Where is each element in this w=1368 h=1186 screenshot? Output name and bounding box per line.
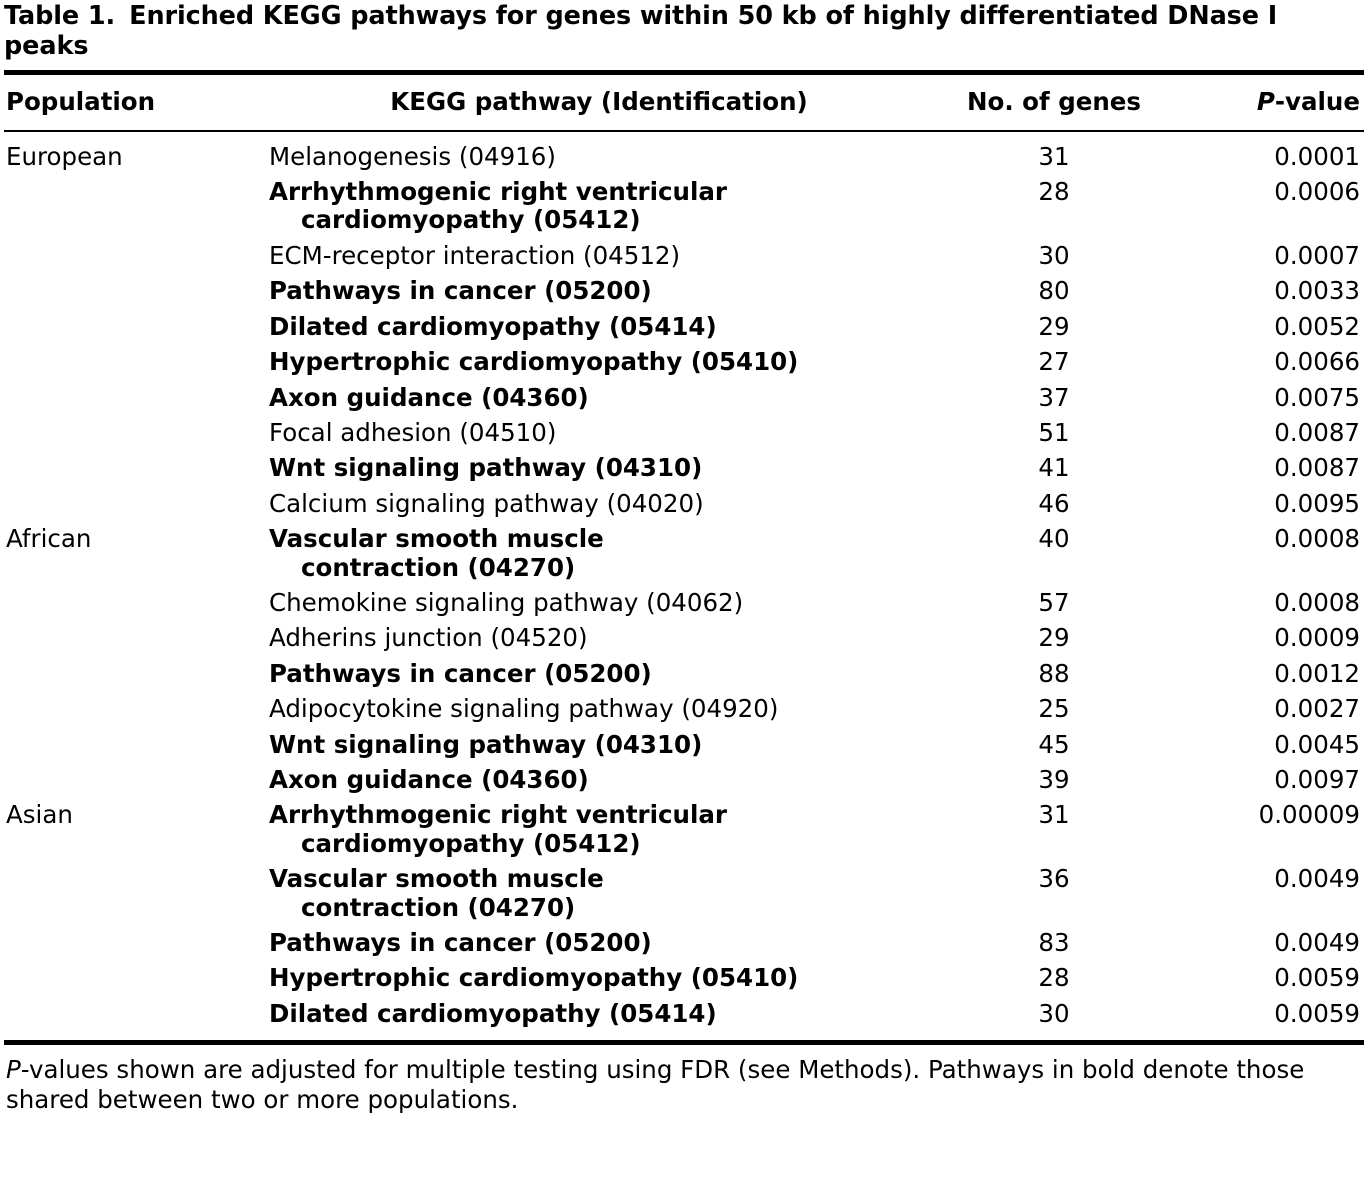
cell-population bbox=[4, 691, 259, 726]
cell-population: Asian bbox=[6, 800, 73, 830]
cell-pathway bbox=[259, 960, 939, 995]
cell-pvalue: 0.0059 bbox=[1274, 998, 1360, 1028]
cell-pathway bbox=[259, 762, 939, 797]
cell-pathway bbox=[259, 585, 939, 620]
cell-pathway bbox=[259, 450, 939, 485]
table-row bbox=[4, 380, 1364, 415]
table-row bbox=[4, 344, 1364, 379]
kegg-pathway-body-table bbox=[4, 132, 1364, 1041]
cell-gene-count: 57 bbox=[1038, 587, 1070, 617]
pathway-line-1: Hypertrophic cardiomyopathy (05410) bbox=[269, 963, 799, 993]
table-row bbox=[4, 132, 1364, 174]
cell-pathway bbox=[259, 273, 939, 308]
pvalue-suffix: -value bbox=[1274, 86, 1360, 116]
cell-pvalue: 0.0045 bbox=[1274, 729, 1360, 759]
pathway-line-1: Adipocytokine signaling pathway (04920) bbox=[269, 694, 779, 724]
pathway-line-2: cardiomyopathy (05412) bbox=[301, 205, 641, 235]
pathway-line-2: contraction (04270) bbox=[301, 892, 576, 922]
cell-pvalue: 0.0095 bbox=[1274, 488, 1360, 518]
cell-gene-count: 25 bbox=[1038, 694, 1070, 724]
pathway-line-2: contraction (04270) bbox=[301, 552, 576, 582]
cell-population bbox=[4, 656, 259, 691]
header-row bbox=[4, 75, 1364, 130]
pathway-line-1: Calcium signaling pathway (04020) bbox=[269, 488, 704, 518]
cell-gene-count: 40 bbox=[1038, 524, 1070, 554]
pathway-line-1: Focal adhesion (04510) bbox=[269, 417, 557, 447]
table-row bbox=[4, 174, 1364, 238]
cell-gene-count: 31 bbox=[1038, 800, 1070, 830]
cell-gene-count: 45 bbox=[1038, 729, 1070, 759]
pathway-line-1: Dilated cardiomyopathy (05414) bbox=[269, 311, 717, 341]
cell-gene-count: 30 bbox=[1038, 240, 1070, 270]
pathway-line-1: Axon guidance (04360) bbox=[269, 382, 589, 412]
cell-pathway bbox=[259, 380, 939, 415]
cell-pvalue: 0.0012 bbox=[1274, 658, 1360, 688]
pathway-line-1: Pathways in cancer (05200) bbox=[269, 658, 652, 688]
cell-population bbox=[4, 585, 259, 620]
pathway-line-1: Dilated cardiomyopathy (05414) bbox=[269, 998, 717, 1028]
cell-pvalue: 0.0027 bbox=[1274, 694, 1360, 724]
cell-pathway bbox=[259, 174, 939, 238]
cell-population bbox=[4, 620, 259, 655]
cell-pvalue: 0.0008 bbox=[1274, 587, 1360, 617]
cell-pvalue: 0.0001 bbox=[1274, 141, 1360, 171]
cell-gene-count: 31 bbox=[1038, 141, 1070, 171]
cell-pvalue: 0.00009 bbox=[1258, 800, 1360, 830]
cell-population bbox=[4, 273, 259, 308]
cell-pvalue: 0.0097 bbox=[1274, 764, 1360, 794]
pathway-line-1: Arrhythmogenic right ventricular bbox=[269, 177, 727, 207]
pathway-line-1: Arrhythmogenic right ventricular bbox=[269, 800, 727, 830]
cell-pathway bbox=[259, 486, 939, 521]
cell-gene-count: 36 bbox=[1038, 864, 1070, 894]
table-row bbox=[4, 925, 1364, 960]
pathway-line-1: Wnt signaling pathway (04310) bbox=[269, 729, 703, 759]
cell-gene-count: 28 bbox=[1038, 963, 1070, 993]
table-row bbox=[4, 691, 1364, 726]
cell-pathway bbox=[259, 132, 939, 174]
column-header-pathway: KEGG pathway (Identification) bbox=[390, 86, 808, 116]
table-head bbox=[4, 75, 1364, 130]
pathway-line-1: Axon guidance (04360) bbox=[269, 764, 589, 794]
table-row bbox=[4, 415, 1364, 450]
cell-pvalue: 0.0087 bbox=[1274, 453, 1360, 483]
cell-pathway bbox=[259, 861, 939, 925]
cell-pvalue: 0.0008 bbox=[1274, 524, 1360, 554]
cell-population: European bbox=[6, 141, 123, 171]
table-row bbox=[4, 861, 1364, 925]
cell-pvalue: 0.0087 bbox=[1274, 417, 1360, 447]
column-header-gene-count: No. of genes bbox=[967, 86, 1141, 116]
cell-pvalue: 0.0006 bbox=[1274, 177, 1360, 207]
cell-pvalue: 0.0009 bbox=[1274, 623, 1360, 653]
cell-pvalue: 0.0049 bbox=[1274, 864, 1360, 894]
cell-population bbox=[4, 344, 259, 379]
table-row bbox=[4, 727, 1364, 762]
table-footnote bbox=[4, 1045, 1364, 1114]
table-row bbox=[4, 620, 1364, 655]
cell-population bbox=[4, 380, 259, 415]
pathway-line-1: Melanogenesis (04916) bbox=[269, 141, 556, 171]
cell-population bbox=[4, 727, 259, 762]
cell-population bbox=[4, 486, 259, 521]
cell-pathway bbox=[259, 691, 939, 726]
table-row bbox=[4, 996, 1364, 1040]
cell-population: African bbox=[6, 524, 92, 554]
cell-gene-count: 51 bbox=[1038, 417, 1070, 447]
cell-pathway bbox=[259, 309, 939, 344]
cell-pathway bbox=[259, 925, 939, 960]
table-row bbox=[4, 238, 1364, 273]
cell-population bbox=[4, 238, 259, 273]
cell-population bbox=[4, 450, 259, 485]
column-header-pvalue bbox=[1169, 75, 1364, 130]
table-row bbox=[4, 797, 1364, 861]
cell-pvalue: 0.0033 bbox=[1274, 276, 1360, 306]
pathway-line-1: ECM-receptor interaction (04512) bbox=[269, 240, 681, 270]
cell-pvalue: 0.0007 bbox=[1274, 240, 1360, 270]
cell-pathway bbox=[259, 620, 939, 655]
cell-pvalue: 0.0049 bbox=[1274, 928, 1360, 957]
kegg-pathway-table bbox=[4, 75, 1364, 130]
cell-pvalue: 0.0052 bbox=[1274, 311, 1360, 341]
cell-gene-count: 37 bbox=[1038, 382, 1070, 412]
cell-gene-count: 29 bbox=[1038, 623, 1070, 653]
cell-pvalue: 0.0059 bbox=[1274, 963, 1360, 993]
cell-gene-count: 88 bbox=[1038, 658, 1070, 688]
column-header-population: Population bbox=[6, 86, 156, 116]
cell-population bbox=[4, 309, 259, 344]
pathway-line-1: Vascular smooth muscle bbox=[269, 524, 604, 554]
cell-gene-count: 46 bbox=[1038, 488, 1070, 518]
table-row bbox=[4, 486, 1364, 521]
pvalue-italic-p: P bbox=[1256, 86, 1275, 116]
cell-pathway bbox=[259, 727, 939, 762]
cell-pathway bbox=[259, 415, 939, 450]
cell-pvalue: 0.0075 bbox=[1274, 382, 1360, 412]
table-row bbox=[4, 762, 1364, 797]
cell-gene-count: 41 bbox=[1038, 453, 1070, 483]
table-row bbox=[4, 309, 1364, 344]
cell-gene-count: 29 bbox=[1038, 311, 1070, 341]
pathway-line-1: Pathways in cancer (05200) bbox=[269, 276, 652, 306]
cell-gene-count: 80 bbox=[1038, 276, 1070, 306]
caption-number: Table 1. bbox=[4, 1, 116, 31]
cell-population bbox=[4, 960, 259, 995]
cell-population bbox=[4, 174, 259, 238]
cell-population bbox=[4, 762, 259, 797]
cell-population bbox=[4, 415, 259, 450]
cell-pathway bbox=[259, 656, 939, 691]
cell-population bbox=[4, 861, 259, 925]
cell-gene-count: 39 bbox=[1038, 764, 1070, 794]
cell-gene-count: 83 bbox=[1038, 928, 1070, 957]
pathway-line-1: Vascular smooth muscle bbox=[269, 864, 604, 894]
cell-population bbox=[4, 925, 259, 960]
pathway-line-1: Wnt signaling pathway (04310) bbox=[269, 453, 703, 483]
table-row bbox=[4, 273, 1364, 308]
pathway-line-1: Chemokine signaling pathway (04062) bbox=[269, 587, 744, 617]
caption-text: Enriched KEGG pathways for genes within 50 kb of highly differentiated DNase I peaks bbox=[4, 1, 1278, 61]
table-caption bbox=[4, 0, 1364, 70]
cell-pathway bbox=[259, 344, 939, 379]
table-body bbox=[4, 132, 1364, 1041]
table-row bbox=[4, 960, 1364, 995]
cell-pvalue: 0.0066 bbox=[1274, 347, 1360, 377]
cell-pathway bbox=[259, 238, 939, 273]
pathway-line-1: Hypertrophic cardiomyopathy (05410) bbox=[269, 347, 799, 377]
table-row bbox=[4, 585, 1364, 620]
footnote-text: -values shown are adjusted for multiple testing using FDR (see Methods). Pathways in bold denote those shared between two or more populations. bbox=[6, 1055, 1305, 1114]
table-row bbox=[4, 450, 1364, 485]
cell-pathway bbox=[259, 521, 939, 585]
pathway-line-1: Adherins junction (04520) bbox=[269, 623, 588, 653]
pathway-line-2: cardiomyopathy (05412) bbox=[301, 828, 641, 858]
cell-pathway bbox=[259, 996, 939, 1040]
cell-gene-count: 30 bbox=[1038, 998, 1070, 1028]
table-row bbox=[4, 656, 1364, 691]
table-row bbox=[4, 521, 1364, 585]
footnote-italic-p: P bbox=[6, 1055, 21, 1085]
cell-gene-count: 28 bbox=[1038, 177, 1070, 207]
cell-gene-count: 27 bbox=[1038, 347, 1070, 377]
cell-population bbox=[4, 996, 259, 1040]
cell-pathway bbox=[259, 797, 939, 861]
pathway-line-1: Pathways in cancer (05200) bbox=[269, 928, 652, 957]
